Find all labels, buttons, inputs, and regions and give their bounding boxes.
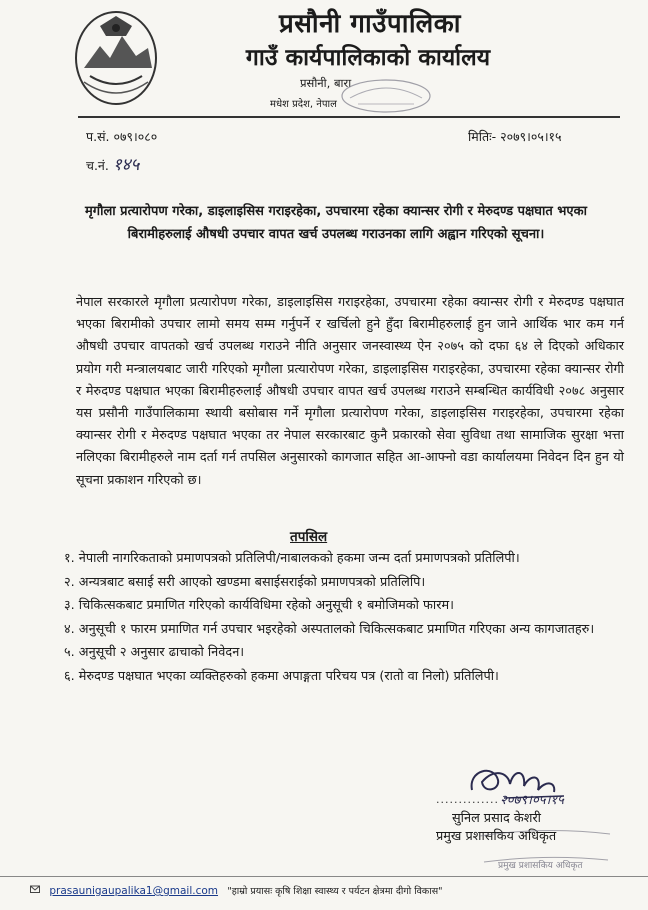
list-item: ३. चिकित्सकबाट प्रमाणित गरिएको कार्यविधिमा रहेको अनुसूची १ बमोजिमको फारम।	[64, 598, 454, 613]
list-item: ४. अनुसूची १ फारम प्रमाणित गर्न उपचार भइरहेको अस्पतालको चिकित्सकबाट प्रमाणित गरिएका अन्य कागजातहरु।	[64, 621, 595, 637]
list-item: ५. अनुसूची २ अनुसार ढाचाको निवेदन।	[64, 645, 245, 660]
stamp-text: प्रमुख प्रशासकिय अधिकृत	[498, 861, 583, 871]
municipality-name: प्रसौनी गाउँपालिका	[278, 9, 461, 39]
list-item: ६. मेरुदण्ड पक्षघात भएका व्यक्तिहरुको हकमा अपाङ्गता परिचय पत्र (रातो वा निलो) प्रतिलिपी।	[64, 668, 499, 684]
footer-divider	[0, 876, 648, 877]
office-stamp	[338, 74, 434, 114]
footer	[30, 884, 443, 897]
footer-motto: "हाम्रो प्रयासः कृषि शिक्षा स्वास्थ्य र पर्यटन क्षेत्रमा दीगो विकास"	[227, 886, 443, 897]
notice-subject: मृगौला प्रत्यारोपण गरेका, डाइलाइसिस गराइरहेका, उपचारमा रहेका क्यान्सर रोगी र मेरुदण्ड पक्षघात भएका बिरामीहरुलाई औषधी उपचार वापत खर्च उपलब्ध गराउनका लागि अह्वान गरिएको सूचना।	[85, 204, 587, 242]
mail-icon	[30, 884, 40, 894]
office-province: मधेश प्रदेश, नेपाल	[270, 99, 337, 110]
dispatch-number: १४५	[112, 155, 140, 175]
dispatch-number-line	[86, 152, 139, 175]
letter-date: मितिः- २०७९।०५।१५	[468, 129, 562, 144]
signature-date: २०७९।०५।१५	[500, 793, 564, 808]
tapsil-heading: तपसिल	[290, 529, 328, 545]
header-divider	[78, 116, 620, 118]
list-item: २. अन्यत्रबाट बसाई सरी आएको खण्डमा बसाईसराईको प्रमाणपत्रको प्रतिलिपि।	[64, 574, 426, 590]
signer-name: सुनिल प्रसाद केशरी	[452, 811, 541, 826]
tapsil-list	[64, 548, 630, 689]
signature-dots: ..............	[436, 793, 499, 806]
dispatch-label: च.नं.	[86, 158, 109, 173]
signer-title: प्रमुख प्रशासकिय अधिकृत	[436, 829, 557, 844]
list-item: १. नेपाली नागरिकताको प्रमाणपत्रको प्रतिलिपी/नाबालकको हकमा जन्म दर्ता प्रमाणपत्रको प्रतिलिपी।	[64, 551, 520, 566]
notice-body: नेपाल सरकारले मृगौला प्रत्यारोपण गरेका, डाइलाइसिस गराइरहेका, उपचारमा रहेका क्यान्सर रोगी र मेरुदण्ड पक्षघात भएका बिरामीको उपचार लामो समय सम्म गर्नुपर्ने र खर्चिलो हुने हुँदा बिरामीहरुलाई हुन जाने आर्थिक भार कम गर्न औषधी उपचार वापतको खर्च उपलब्ध गराउने नीति अनुसार जनस्वास्थ्य ऐन २०७५ को दफा ६४ ले दिएको अधिकार प्रयोग गरी मन्त्रालयबाट जारी गरिएको मृगौला प्रत्यारोपण गरेका, डाइलाइसिस गराइरहेका, उपचारमा रहेका क्यान्सर रोगी र मेरुदण्ड पक्षघात भएका बिरामीहरुलाई औषधी उपचार वापत खर्च उपलब्ध गराउने सम्बन्धित कार्यविधी २०७८ अनुसार यस प्रसौनी गाउँपालिकामा स्थायी बसोबास गर्ने मृगौला प्रत्यारोपण गरेका, डाइलाइसिस गराइरहेका, उपचारमा रहेका क्यान्सर रोगी र मेरुदण्ड पक्षघात भएका तर नेपाल सरकारबाट कुनै प्रकारको सेवा सुविधा तथा सामाजिक सुरक्षा भत्ता नलिएका बिरामीहरुले नाम दर्ता गर्न तपसिल अनुसारको कागजात सहित आ-आफ्नो वडा कार्यालयमा निवेदन दिन हुन यो सूचना प्रकाशन गरिएको छ।	[76, 295, 624, 488]
letter-reference-number: प.सं. ०७९।०८०	[86, 129, 158, 144]
office-name: गाउँ कार्यपालिकाको कार्यालय	[245, 44, 491, 71]
office-location: प्रसौनी, बारा	[300, 76, 352, 90]
designation-stamp	[470, 818, 620, 872]
government-emblem	[70, 6, 162, 110]
footer-email-link[interactable]: prasaunigaupalika1@gmail.com	[49, 885, 219, 897]
